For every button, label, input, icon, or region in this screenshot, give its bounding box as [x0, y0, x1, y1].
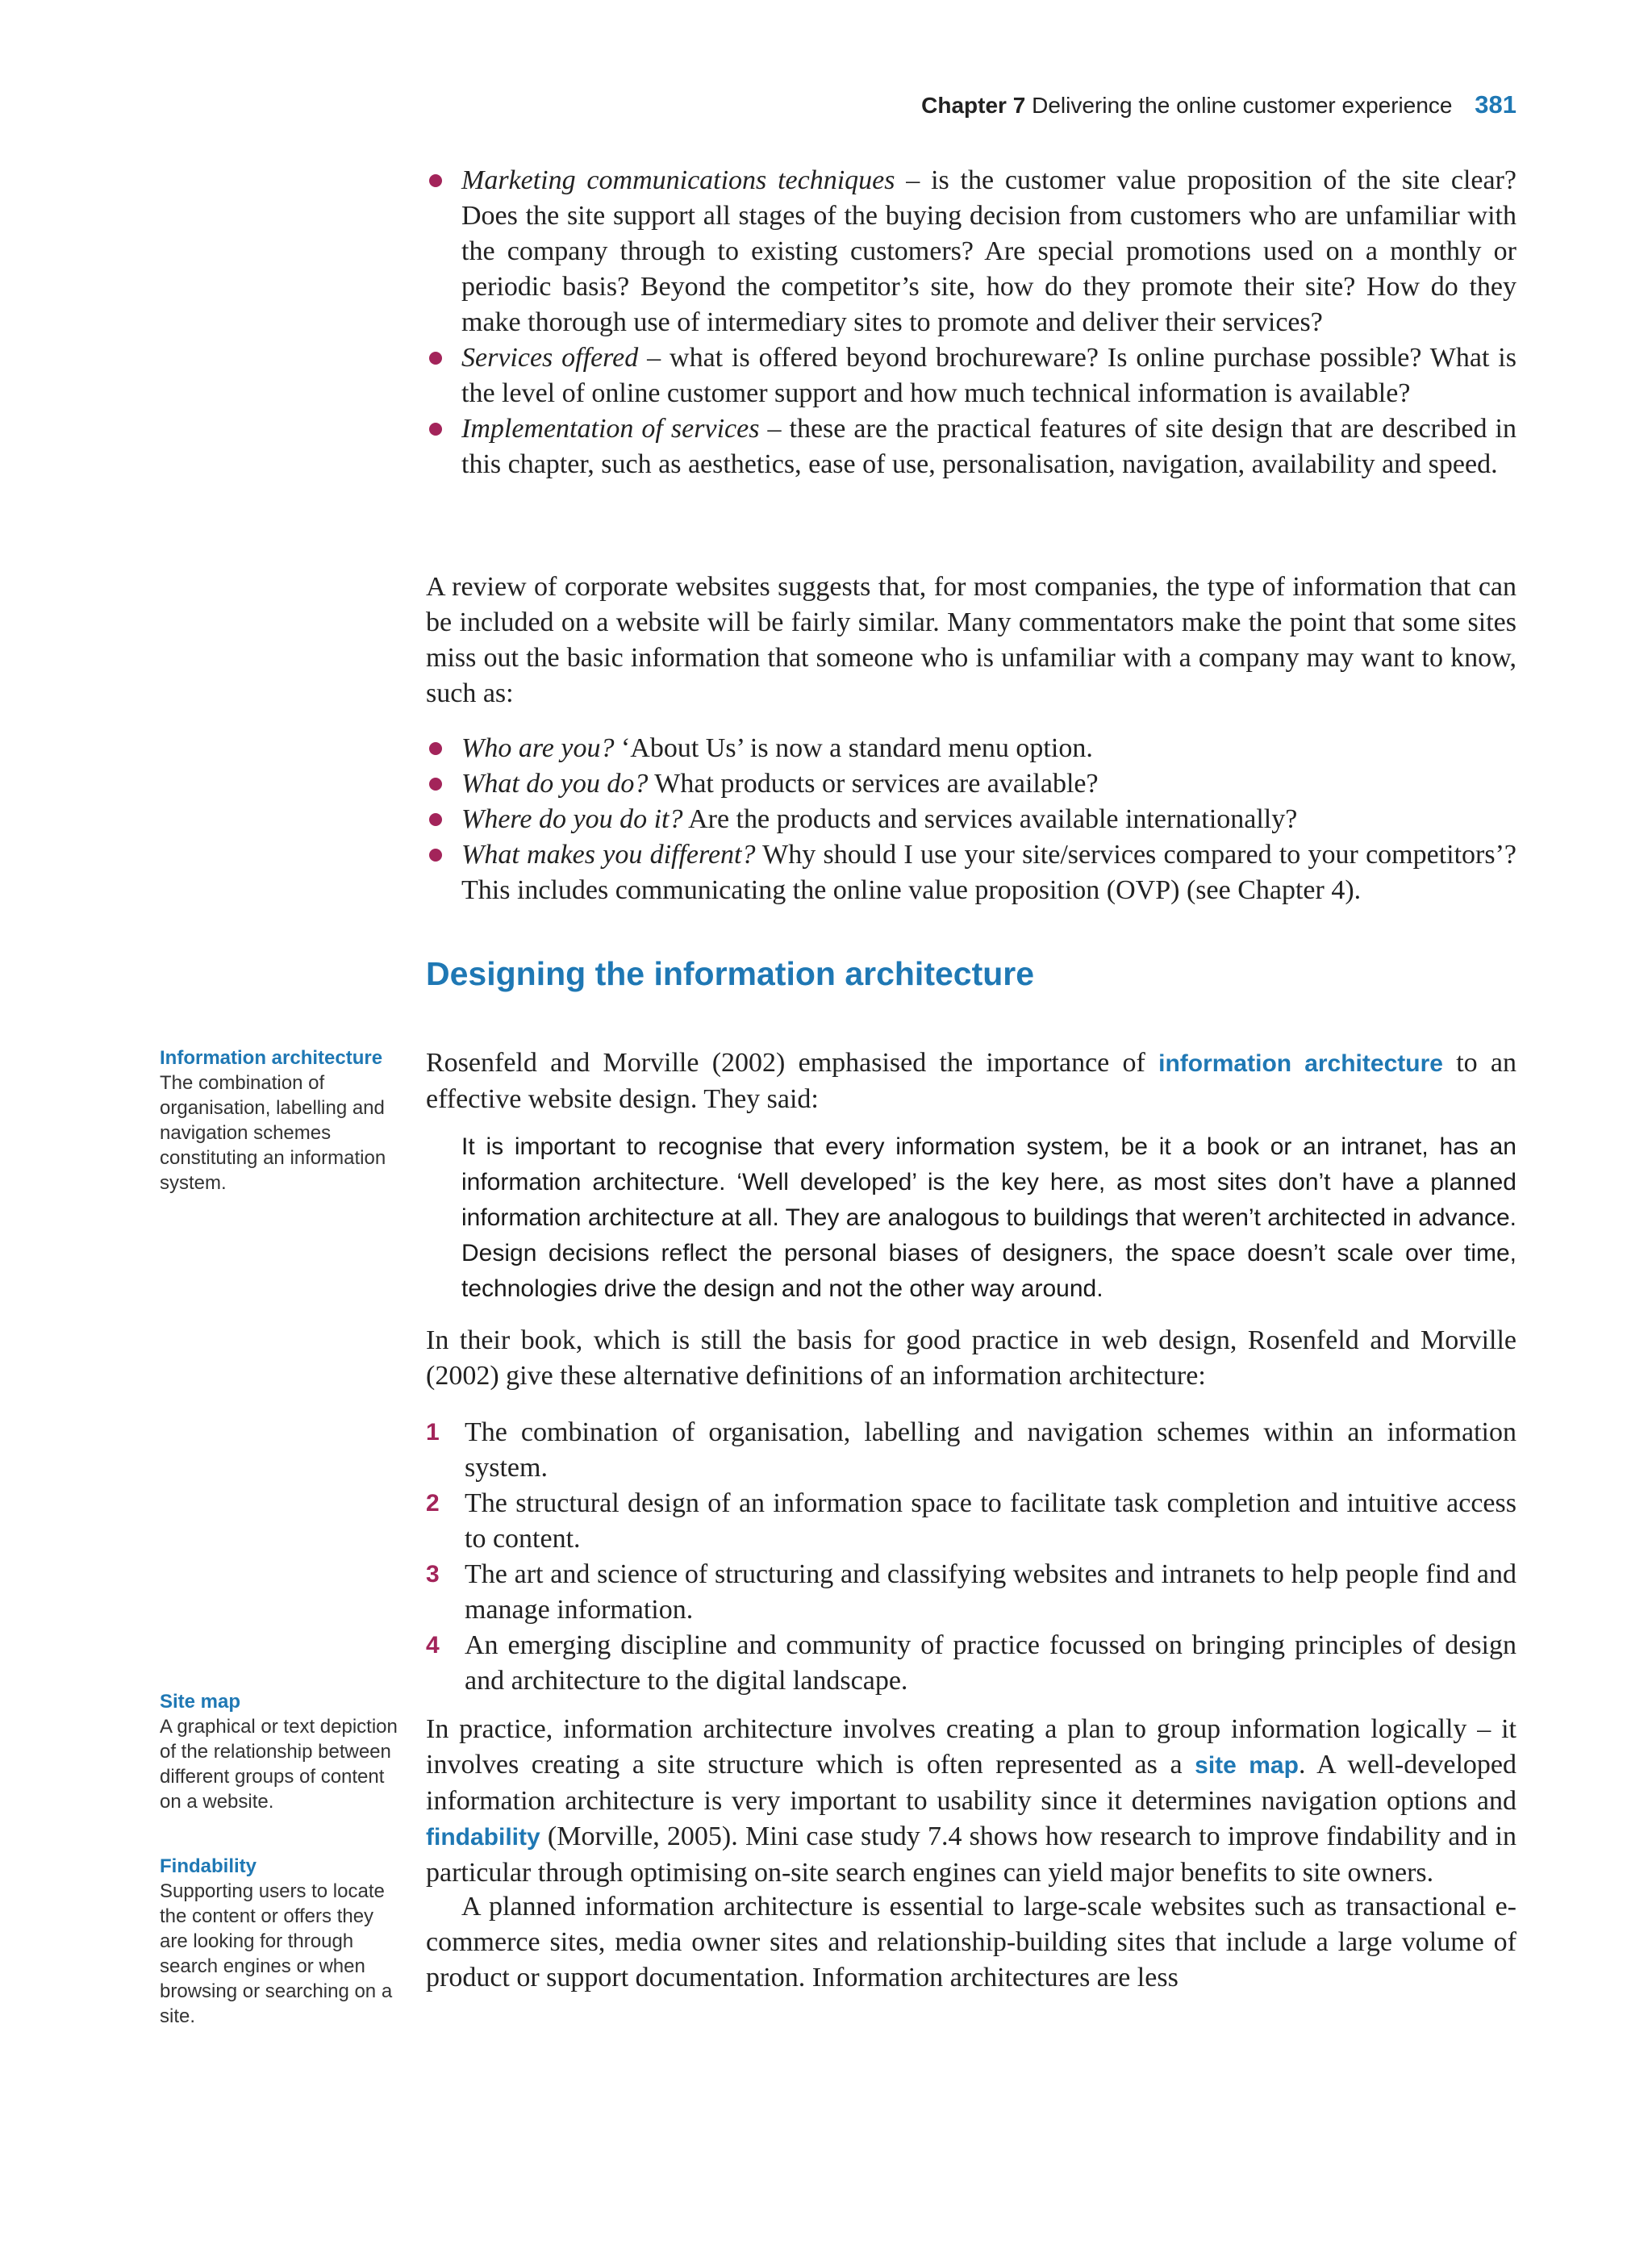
planned-paragraph-block — [426, 1889, 1516, 1996]
intro-text-before: Rosenfeld and Morville (2002) emphasised the importance of — [426, 1048, 1159, 1078]
question-bullets-block — [426, 731, 1516, 908]
section-heading: Designing the information architecture — [426, 955, 1035, 992]
planned-paragraph: A planned information architecture is essential to large-scale websites such as transactional e-commerce sites, media owner sites and relationship-building sites that include a large volume of product or support documentation. Information architectures are less — [426, 1892, 1516, 1993]
bullet-dot — [429, 849, 442, 862]
list-number: 4 — [426, 1632, 440, 1659]
practice-text-2: . A well-developed information architecture is very important to usability since it determines navigation options and — [426, 1750, 1517, 1816]
intro-paragraph — [426, 1045, 1516, 1117]
definition-text: An emerging discipline and community of practice focussed on bringing principles of design and architecture to the digital landscape. — [465, 1630, 1516, 1696]
bullet-term: Marketing communications techniques — [461, 165, 895, 195]
block-quote: It is important to recognise that every information system, be it a book or an intranet, has an information architecture. ‘Well developed’ is the key here, as most sites don’t have a planned information architecture at all. They are analogous to buildings that weren’t architected in advance. Design decisions reflect the personal biases of designers, the space doesn’t scale over time, technologies drive the design and not the other way around. — [461, 1133, 1516, 1302]
chapter-label: Chapter 7 — [921, 93, 1026, 118]
bullet-dot — [429, 813, 442, 826]
bullet-text: Are the products and services available internationally? — [682, 804, 1298, 834]
bullet-term: What makes you different? — [461, 840, 756, 870]
list-item — [426, 411, 1516, 482]
margin-note-information-architecture — [160, 1045, 402, 1196]
margin-note-definition: A graphical or text depiction of the relationship between different groups of content on a website. — [160, 1716, 398, 1813]
definition-text: The art and science of structuring and classifying websites and intranets to help people find and manage information. — [465, 1559, 1516, 1625]
list-item — [426, 1486, 1516, 1557]
bullet-dot — [429, 352, 442, 365]
practice-text-1: In practice, information architecture involves creating a plan to group information logically – it involves creating a site structure which is often represented as a — [426, 1714, 1516, 1780]
review-paragraph-block — [426, 570, 1516, 711]
chapter-title: Delivering the online customer experience — [1032, 93, 1453, 118]
margin-note-term: Site map — [160, 1691, 241, 1713]
bullet-text: – what is offered beyond brochureware? Is online purchase possible? What is the level of online customer support and how much technical information is available? — [461, 343, 1516, 408]
margin-note-findability — [160, 1854, 402, 2029]
margin-note-definition: The combination of organisation, labelling and navigation schemes constituting an information system. — [160, 1072, 386, 1194]
bullet-text: Why should I use your site/services compared to your competitors’? This includes communicating the online value proposition (OVP) (see Chapter 4). — [461, 840, 1517, 905]
margin-note-definition: Supporting users to locate the content or offers they are looking for through search engines or when browsing or searching on a site. — [160, 1880, 393, 2027]
practice-text-3: (Morville, 2005). Mini case study 7.4 shows how research to improve findability and in particular through optimising on-site search engines can yield major benefits to site owners. — [426, 1821, 1516, 1888]
bullet-text: – these are the practical features of site design that are described in this chapter, such as aesthetics, ease of use, personalisation, navigation, availability and speed. — [461, 414, 1516, 479]
list-item — [426, 731, 1516, 766]
definitions-block — [426, 1415, 1516, 1699]
bullet-term: Implementation of services — [461, 414, 760, 444]
bullet-term: Services offered — [461, 343, 639, 373]
definition-text: The combination of organisation, labelling and navigation schemes within an information system. — [465, 1417, 1516, 1483]
keyword-information-architecture: information architecture — [1158, 1050, 1443, 1077]
review-paragraph: A review of corporate websites suggests that, for most companies, the type of information that can be included on a website will be fairly similar. Many commentators make the point that some sites miss out the basic information that someone who is unfamiliar with a company may want to know, such as: — [426, 572, 1516, 708]
list-item — [426, 1628, 1516, 1699]
list-item — [426, 1557, 1516, 1628]
keyword-findability: findability — [426, 1824, 540, 1851]
top-bullet-list — [426, 163, 1516, 482]
intro-text-after: to an effective website design. They said: — [426, 1048, 1517, 1114]
list-item — [426, 766, 1516, 802]
bullet-term: What do you do? — [461, 769, 649, 799]
definition-text: The structural design of an information space to facilitate task completion and intuitive access to content. — [465, 1488, 1516, 1554]
list-number: 2 — [426, 1490, 440, 1517]
list-item — [426, 802, 1516, 837]
top-bullets-block — [426, 163, 1516, 482]
margin-note-site-map — [160, 1689, 402, 1814]
list-item — [426, 1415, 1516, 1486]
list-number: 1 — [426, 1419, 440, 1446]
book-paragraph-block — [426, 1323, 1516, 1394]
bullet-term: Where do you do it? — [461, 804, 683, 834]
bullet-dot — [429, 742, 442, 755]
definition-list — [426, 1415, 1516, 1699]
list-item — [426, 340, 1516, 411]
bullet-dot — [429, 778, 442, 791]
bullet-dot — [429, 423, 442, 436]
page-number: 381 — [1475, 90, 1516, 119]
bullet-text: What products or services are available? — [648, 769, 1099, 799]
list-number: 3 — [426, 1561, 440, 1588]
intro-paragraph-block — [426, 1045, 1516, 1117]
bullet-text: ‘About Us’ is now a standard menu option. — [614, 733, 1093, 763]
margin-note-term: Findability — [160, 1855, 257, 1877]
practice-paragraph — [426, 1712, 1516, 1891]
running-head — [921, 90, 1516, 119]
practice-paragraph-block — [426, 1712, 1516, 1891]
keyword-site-map: site map — [1195, 1752, 1299, 1779]
list-item — [426, 163, 1516, 340]
question-bullet-list — [426, 731, 1516, 908]
bullet-text: – is the customer value proposition of the site clear? Does the site support all stages of the buying decision from customers who are unfamiliar with the company through to existing customers? Are special promotions used on a monthly or periodic basis? Beyond the competitor’s site, how do they promote their site? How do they make thorough use of intermediary sites to promote and deliver their services? — [461, 165, 1516, 337]
quote-block — [426, 1129, 1516, 1307]
margin-note-term: Information architecture — [160, 1047, 383, 1069]
book-paragraph: In their book, which is still the basis for good practice in web design, Rosenfeld and Morville (2002) give these alternative definitions of an information architecture: — [426, 1325, 1516, 1391]
list-item — [426, 837, 1516, 908]
bullet-term: Who are you? — [461, 733, 615, 763]
bullet-dot — [429, 174, 442, 187]
